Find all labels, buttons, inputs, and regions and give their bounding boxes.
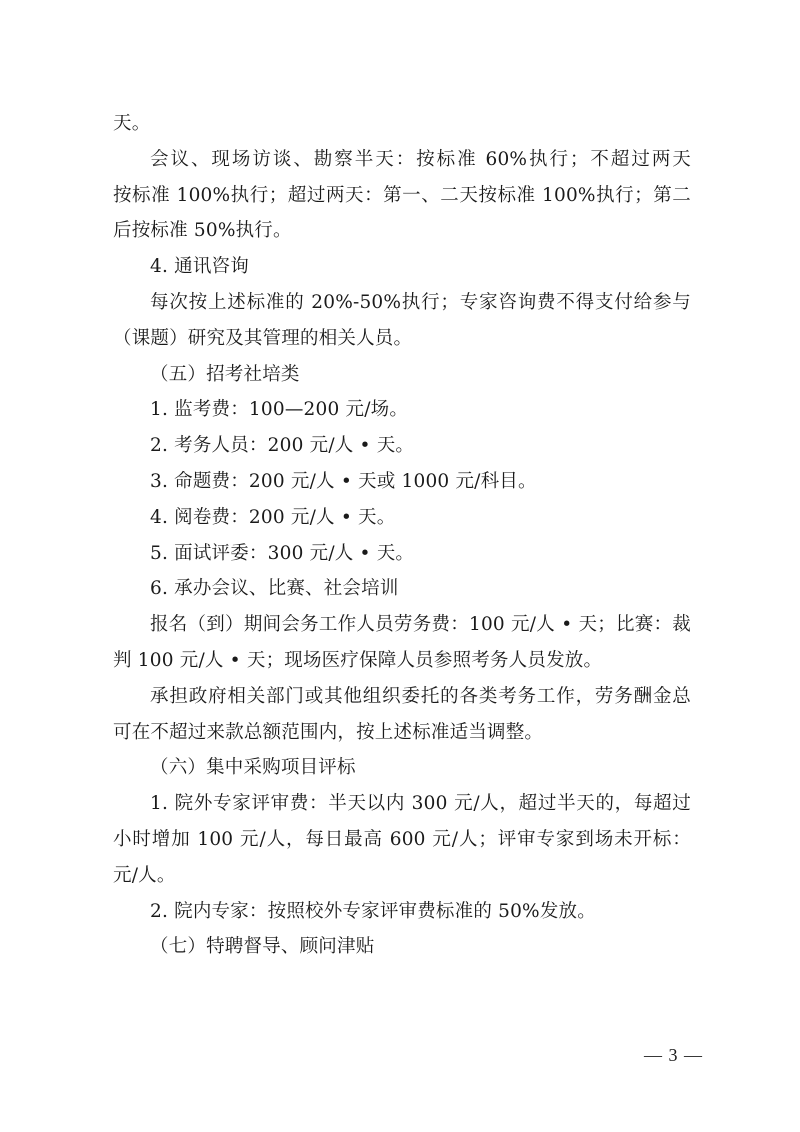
text-line: 可在不超过来款总额范围内，按上述标准适当调整。: [113, 721, 544, 743]
list-item: 1. 监考费：100—200 元/场。: [150, 399, 409, 421]
page-number: — 3 —: [644, 1045, 703, 1065]
text-line: 报名（到）期间会务工作人员劳务费：100 元/人 • 天；比赛：裁: [150, 614, 691, 636]
list-item: 2. 考务人员：200 元/人 • 天。: [150, 435, 415, 457]
text-line: 承担政府相关部门或其他组织委托的各类考务工作，劳务酬金总: [150, 685, 691, 707]
list-item: 1. 院外专家评审费：半天以内 300 元/人，超过半天的，每超过: [150, 793, 691, 815]
section-heading: 4. 通讯咨询: [150, 256, 249, 278]
text-line: 元/人。: [113, 864, 176, 886]
section-heading: （五）招考社培类: [150, 363, 300, 385]
list-item: 3. 命题费：200 元/人 • 天或 1000 元/科目。: [150, 470, 537, 492]
list-item: 2. 院内专家：按照校外专家评审费标准的 50%发放。: [150, 900, 596, 922]
text-line: 每次按上述标准的 20%-50%执行；专家咨询费不得支付给参与: [150, 291, 691, 313]
list-item: 4. 阅卷费：200 元/人 • 天。: [150, 506, 396, 528]
list-item: 6. 承办会议、比赛、社会培训: [150, 578, 399, 600]
text-line: 天。: [113, 113, 151, 134]
section-heading: （六）集中采购项目评标: [150, 757, 356, 779]
text-line: 后按标准 50%执行。: [113, 220, 292, 242]
text-line: （课题）研究及其管理的相关人员。: [113, 327, 413, 349]
text-line: 按标准 100%执行；超过两天：第一、二天按标准 100%执行；第二: [113, 184, 691, 206]
text-line: 判 100 元/人 • 天；现场医疗保障人员参照考务人员发放。: [113, 649, 603, 671]
text-line: 会议、现场访谈、勘察半天：按标准 60%执行；不超过两天: [150, 148, 691, 170]
body-text: [113, 106, 691, 965]
list-item: 5. 面试评委：300 元/人 • 天。: [150, 542, 415, 564]
section-heading: （七）特聘督导、顾问津贴: [150, 936, 375, 958]
text-line: 小时增加 100 元/人，每日最高 600 元/人；评审专家到场未开标：: [113, 828, 691, 850]
